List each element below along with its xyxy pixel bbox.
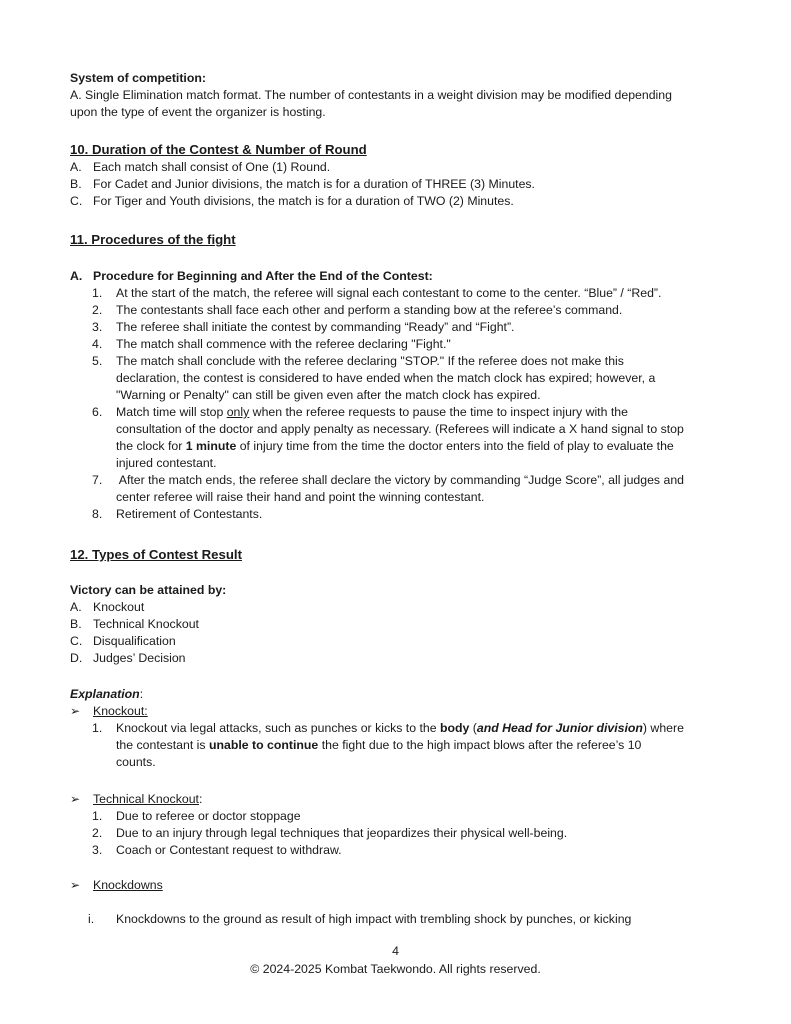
list-item xyxy=(70,911,731,928)
section-11 xyxy=(70,231,731,249)
knockdowns-bullet xyxy=(70,877,731,894)
list-marker: 2. xyxy=(92,303,103,317)
list-marker: A. xyxy=(70,600,82,614)
list-marker: 8. xyxy=(92,507,103,521)
list-text: The match shall commence with the referee declaring "Fight." xyxy=(116,337,451,351)
text-run: the fight due to the high impact blows after the referee’s 10 xyxy=(318,738,642,752)
text-run: Knockout via legal attacks, such as punches or kicks to the xyxy=(116,721,440,735)
system-heading: System of competition: xyxy=(70,71,206,85)
list-text: The referee shall initiate the contest by commanding “Ready” and “Fight”. xyxy=(116,320,515,334)
technical-knockout-bullet xyxy=(70,791,731,808)
knockout-label: Knockout: xyxy=(93,704,148,718)
list-text: For Cadet and Junior divisions, the match is for a duration of THREE (3) Minutes. xyxy=(93,177,535,191)
bold-text: body xyxy=(440,721,470,735)
section-10-heading: 10. Duration of the Contest & Number of Round xyxy=(70,142,367,157)
list-item xyxy=(70,650,731,667)
knockdowns-item xyxy=(70,911,731,928)
list-text xyxy=(116,472,684,506)
list-marker: 4. xyxy=(92,337,103,351)
list-text-line xyxy=(116,737,684,754)
list-item xyxy=(70,176,731,193)
list-text xyxy=(116,720,684,771)
explanation xyxy=(70,686,731,771)
list-marker: C. xyxy=(70,194,83,208)
list-text: Judges’ Decision xyxy=(93,651,186,665)
system-line-1: A. Single Elimination match format. The number of contestants in a weight division may be modified depending xyxy=(70,88,672,102)
technical-knockout-heading xyxy=(93,791,202,808)
list-item xyxy=(70,193,731,210)
list-text: Knockout xyxy=(93,600,145,614)
underlined-text: only xyxy=(226,405,250,419)
knockdowns-label: Knockdowns xyxy=(93,878,163,892)
section-11-procedure xyxy=(70,268,731,523)
list-marker: A. xyxy=(70,160,82,174)
system-of-competition xyxy=(70,70,731,121)
victory-heading: Victory can be attained by: xyxy=(70,583,227,597)
list-text xyxy=(116,404,684,472)
list-text: Disqualification xyxy=(93,634,176,648)
list-text: Coach or Contestant request to withdraw. xyxy=(116,843,342,857)
list-item xyxy=(70,506,731,523)
list-marker: 1. xyxy=(92,809,103,823)
list-text: At the start of the match, the referee will signal each contestant to come to the center. “Blue” / “Red”. xyxy=(116,286,662,300)
text-run: the contestant is xyxy=(116,738,209,752)
list-text-line xyxy=(116,404,684,421)
list-marker: 3. xyxy=(92,843,103,857)
knockout-bullet xyxy=(70,703,731,720)
section-12 xyxy=(70,546,731,564)
list-item xyxy=(70,808,731,825)
list-item xyxy=(70,319,731,336)
list-item xyxy=(70,633,731,650)
copyright-notice: © 2024-2025 Kombat Taekwondo. All rights reserved. xyxy=(250,962,541,976)
list-marker: 3. xyxy=(92,320,103,334)
list-marker: B. xyxy=(70,177,82,191)
list-text: For Tiger and Youth divisions, the match is for a duration of TWO (2) Minutes. xyxy=(93,194,514,208)
list-item xyxy=(70,302,731,319)
procedure-heading xyxy=(70,268,731,285)
arrow-bullet-icon: ➢ xyxy=(70,704,81,718)
list-text: Each match shall consist of One (1) Round. xyxy=(93,160,331,174)
list-item xyxy=(70,285,731,302)
list-item xyxy=(70,353,731,404)
text-run: ) where xyxy=(642,721,684,735)
page-number: 4 xyxy=(392,944,399,958)
list-marker: 6. xyxy=(92,405,103,419)
arrow-bullet-icon: ➢ xyxy=(70,792,81,806)
list-item xyxy=(70,825,731,842)
list-text: Due to an injury through legal techniques that jeopardizes their physical well-being. xyxy=(116,826,568,840)
technical-knockout xyxy=(70,791,731,859)
list-text-line: The match shall conclude with the referee declaring "STOP." If the referee does not make this xyxy=(116,354,624,368)
list-text: Procedure for Beginning and After the End of the Contest: xyxy=(93,269,433,283)
list-item xyxy=(70,472,731,506)
knockdowns xyxy=(70,877,731,894)
arrow-bullet-icon: ➢ xyxy=(70,878,81,892)
list-text-line: After the match ends, the referee shall declare the victory by commanding “Judge Score”, all judges and xyxy=(116,473,685,487)
list-text-line: counts. xyxy=(116,755,156,769)
text-run: when the referee requests to pause the time to inspect injury with the xyxy=(249,405,628,419)
list-text-line: declaration, the contest is considered to have ended when the match clock has expired; however, a xyxy=(116,371,656,385)
list-item xyxy=(70,720,731,771)
list-marker: 7. xyxy=(92,473,103,487)
list-text: Retirement of Contestants. xyxy=(116,507,263,521)
text-run: ( xyxy=(469,721,477,735)
list-item xyxy=(70,159,731,176)
list-marker: 5. xyxy=(92,354,103,368)
list-marker: D. xyxy=(70,651,83,665)
list-marker: A. xyxy=(70,269,83,283)
list-item xyxy=(70,616,731,633)
list-item xyxy=(70,842,731,859)
text-run: Match time will stop xyxy=(116,405,227,419)
section-10 xyxy=(70,141,731,210)
list-marker: 1. xyxy=(92,721,103,735)
list-text-line xyxy=(116,720,684,737)
technical-knockout-label: Technical Knockout xyxy=(93,792,199,806)
list-text: Due to referee or doctor stoppage xyxy=(116,809,301,823)
victory-list xyxy=(70,582,731,667)
list-item xyxy=(70,336,731,353)
list-marker: 2. xyxy=(92,826,103,840)
list-text-line xyxy=(116,438,684,455)
bold-italic-text: and Head for Junior division xyxy=(476,721,643,735)
list-marker: C. xyxy=(70,634,83,648)
bold-text: 1 minute xyxy=(185,439,237,453)
list-text-line: injured contestant. xyxy=(116,456,217,470)
list-text: The contestants shall face each other and perform a standing bow at the referee’s command. xyxy=(116,303,623,317)
system-line-2: upon the type of event the organizer is hosting. xyxy=(70,105,326,119)
list-text: Technical Knockout xyxy=(93,617,199,631)
list-marker: B. xyxy=(70,617,82,631)
text-run: of injury time from the time the doctor enters into the field of play to evaluate the xyxy=(236,439,674,453)
text-run: the clock for xyxy=(116,439,186,453)
explanation-heading xyxy=(70,686,731,703)
section-11-heading: 11. Procedures of the fight xyxy=(70,232,236,247)
text-run: : xyxy=(139,687,144,701)
list-text-line: consultation of the doctor and apply penalty as necessary. (Referees will indicate a X hand signal to stop xyxy=(116,422,684,436)
section-12-heading: 12. Types of Contest Result xyxy=(70,547,242,562)
text-run: : xyxy=(198,792,203,806)
list-text xyxy=(116,353,655,404)
list-text: Knockdowns to the ground as result of high impact with trembling shock by punches, or kicking xyxy=(116,912,632,926)
list-marker: 1. xyxy=(92,286,103,300)
explanation-label: Explanation xyxy=(70,687,140,701)
list-text-line: "Warning or Penalty" can still be given even after the match clock has expired. xyxy=(116,388,541,402)
list-text-line: center referee will raise their hand and point the winning contestant. xyxy=(116,490,485,504)
list-marker: i. xyxy=(88,912,95,926)
list-item xyxy=(70,404,731,472)
bold-text: unable to continue xyxy=(208,738,319,752)
list-item xyxy=(70,599,731,616)
